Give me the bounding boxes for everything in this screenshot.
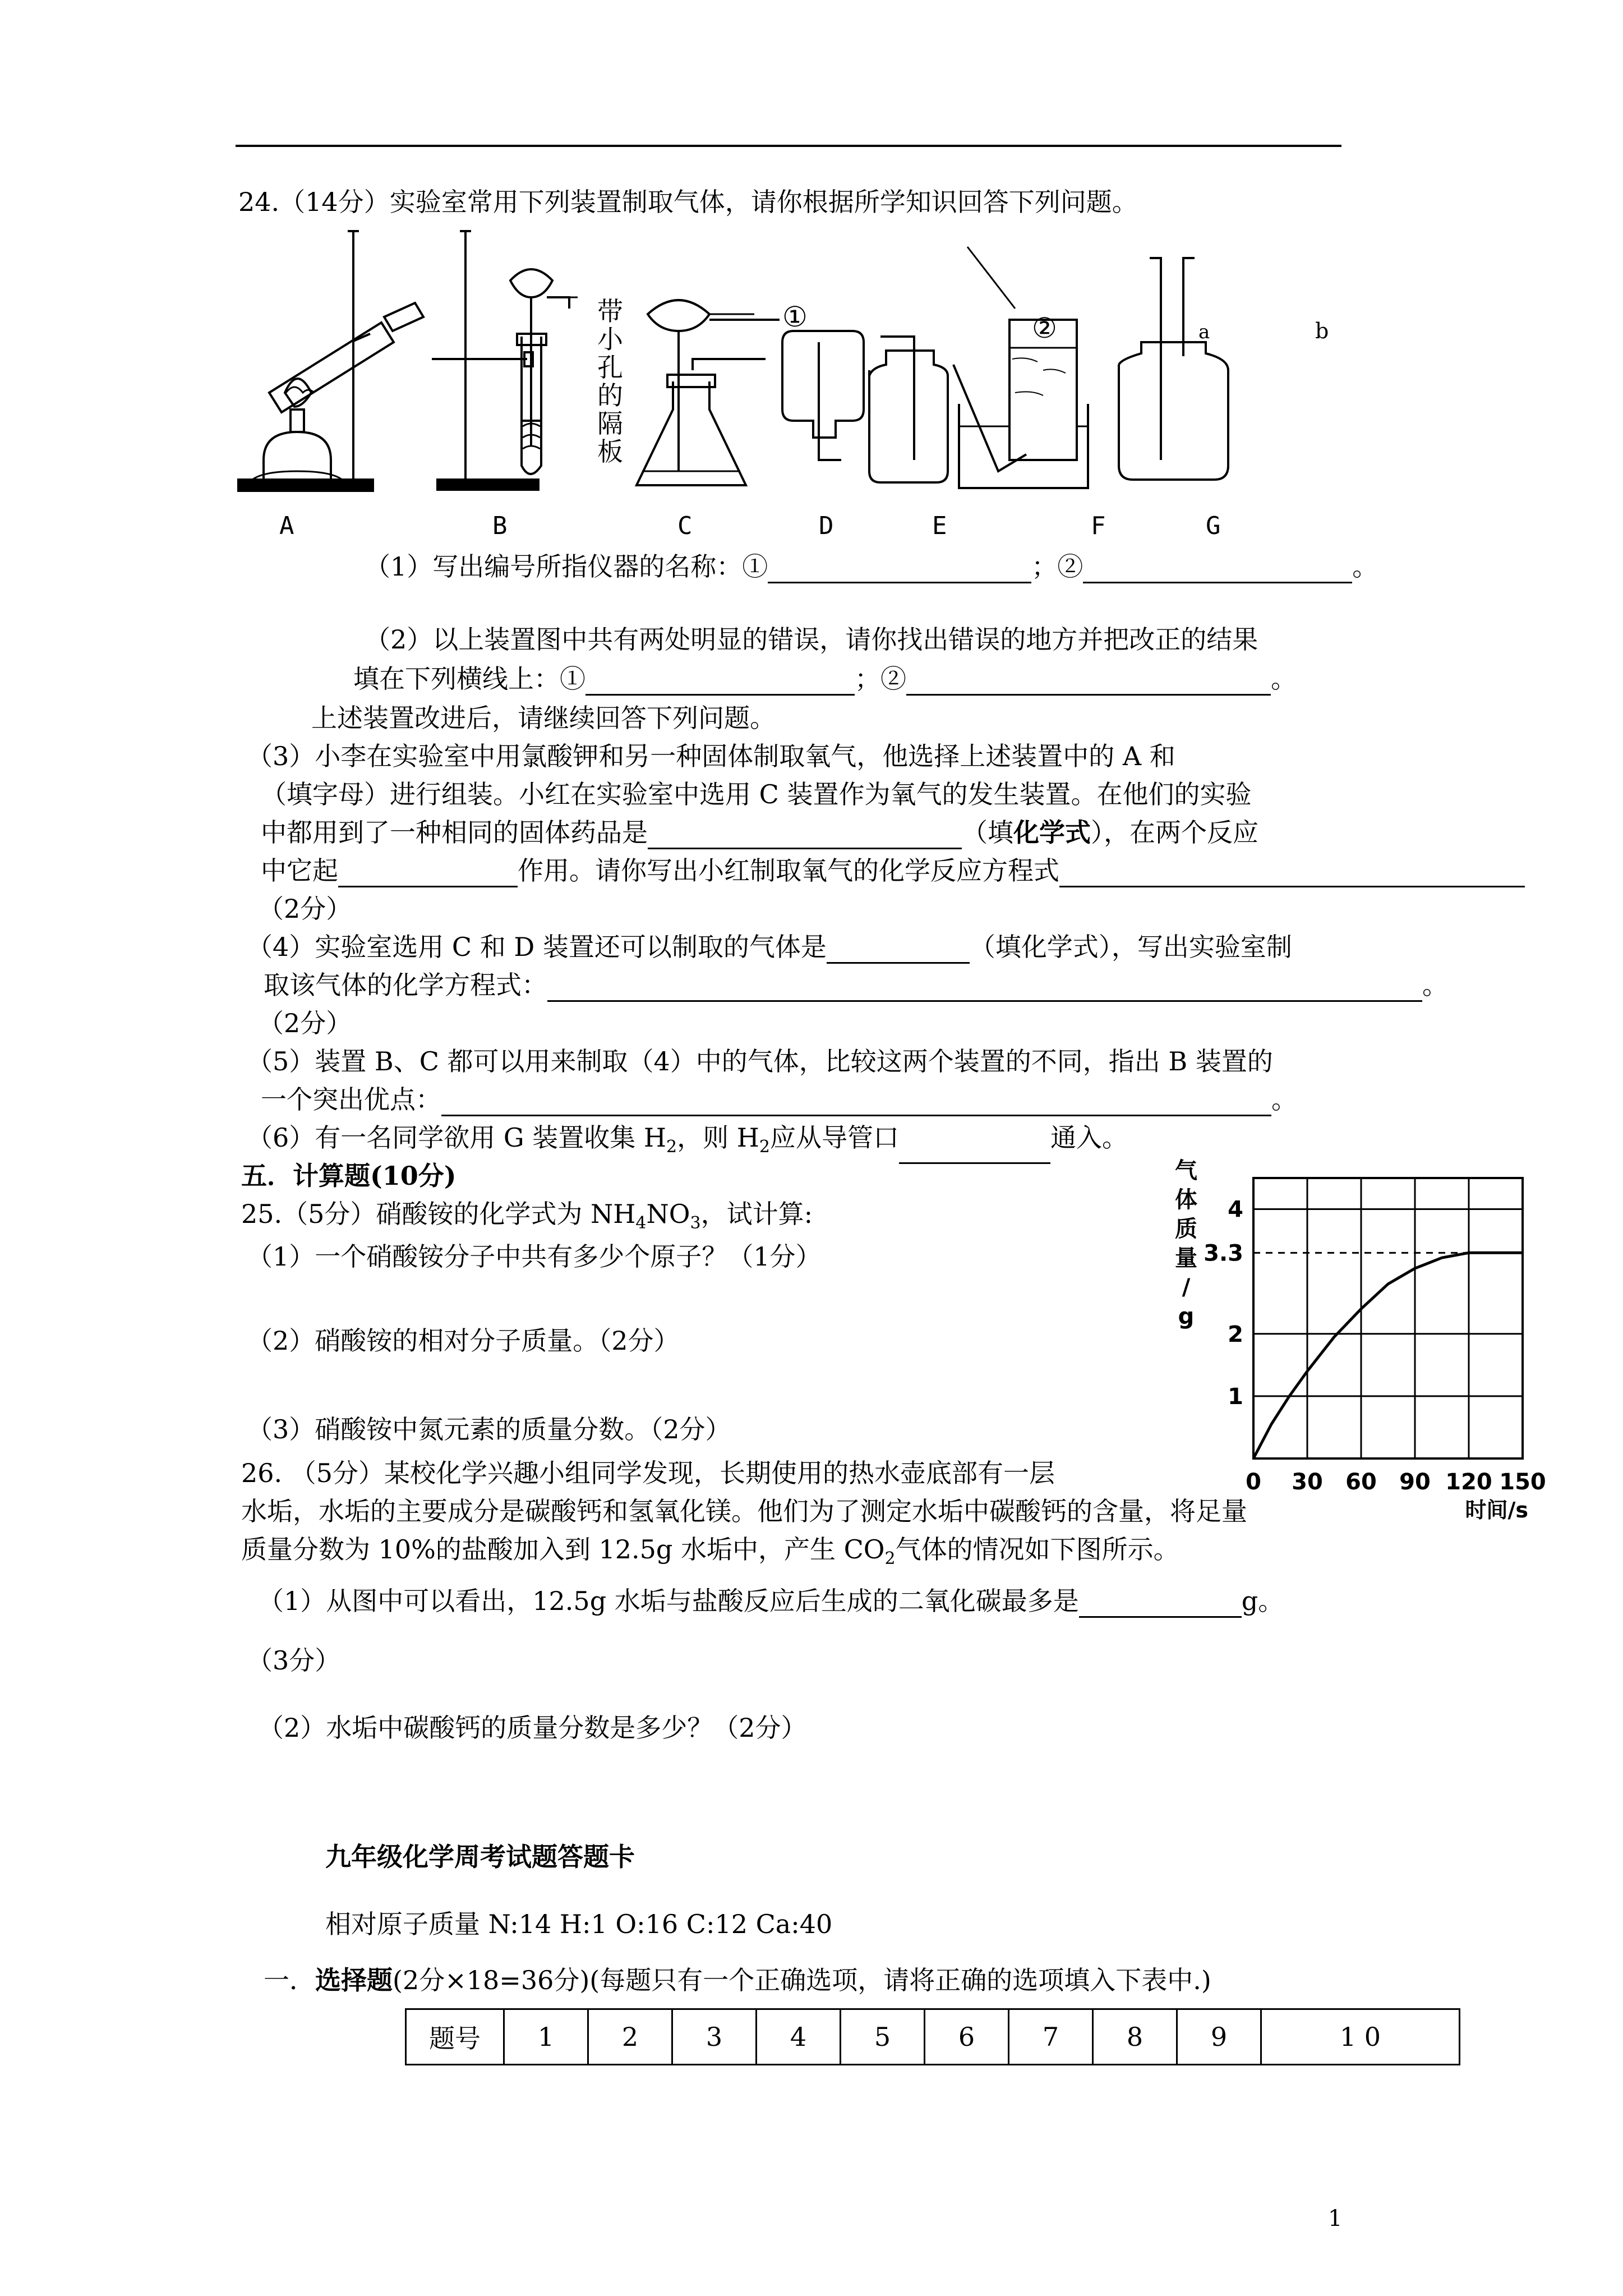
answer-card-title: 九年级化学周考试题答题卡 — [325, 1842, 635, 1872]
table-cell-label: 题号 — [406, 2009, 504, 2065]
answer-blank-11[interactable] — [899, 1138, 1050, 1164]
q26-line2: 水垢，水垢的主要成分是碳酸钙和氢氧化镁。他们为了测定水垢中碳酸钙的含量，将足量 — [241, 1496, 1247, 1526]
q24-p3-line3: 中都用到了一种相同的固体药品是 （填化学式），在两个反应 — [261, 816, 1258, 849]
apparatus-e — [869, 337, 948, 482]
y-axis-label-char: 量 — [1175, 1245, 1197, 1271]
q24-title: 24.（14分）实验室常用下列装置制取气体，请你根据所学知识回答下列问题。 — [238, 187, 1138, 217]
plot-frame — [1253, 1178, 1523, 1458]
q24-p6: （6）有一名同学欲用 G 装置收集 $H_2$，则 $H_2$应从导管口 通入。 — [247, 1121, 1128, 1164]
q26-s1-score: （3分） — [247, 1645, 341, 1676]
table-cell: 4 — [757, 2009, 841, 2065]
label-d: D — [819, 512, 834, 540]
x-tick-label: 150 — [1499, 1469, 1546, 1495]
g-port-b: b — [1315, 319, 1329, 343]
q24-p3-line1: （3）小李在实验室中用氯酸钾和另一种固体制取氧气，他选择上述装置中的 A 和 — [247, 741, 1175, 771]
label-a: A — [279, 512, 294, 540]
answer-blank-3[interactable] — [585, 669, 855, 696]
g-port-a: a — [1198, 321, 1210, 343]
q25-title: 25.（5分）硝酸铵的化学式为 $NH_4NO_3$，试计算: — [241, 1199, 813, 1234]
table-cell: 2 — [588, 2009, 672, 2065]
page-number: 1 — [1328, 2206, 1343, 2231]
y-axis-label-char: / — [1182, 1274, 1191, 1300]
label-g: G — [1206, 512, 1221, 540]
apparatus-a — [238, 230, 423, 491]
q26-line3: 质量分数为 10%的盐酸加入到 12.5g 水垢中，产生 $CO_2$气体的情况如下图所示。 — [241, 1534, 1179, 1569]
table-cell: 6 — [925, 2009, 1009, 2065]
q24-p5-line2: 一个突出优点： 。 — [261, 1083, 1297, 1116]
answer-blank-6[interactable] — [338, 861, 518, 887]
q24-p1: （1）写出编号所指仪器的名称：① ；② 。 — [365, 550, 1378, 583]
x-tick-label: 90 — [1399, 1469, 1431, 1495]
plate-note: 带小孔的隔板 — [597, 296, 623, 467]
label-f: F — [1091, 512, 1106, 540]
x-axis-label: 时间/s — [1465, 1498, 1528, 1522]
y-tick-label: 4 — [1228, 1197, 1243, 1223]
q24-p4-line2: 取该气体的化学方程式： 。 — [264, 968, 1448, 1002]
q24-p4-score: （2分） — [258, 1008, 352, 1038]
callout-1: ① — [782, 301, 808, 333]
q26-s2: （2）水垢中碳酸钙的质量分数是多少？（2分） — [258, 1713, 807, 1743]
table-cell: 9 — [1177, 2009, 1261, 2065]
apparatus-b — [432, 230, 578, 490]
label-b: B — [492, 512, 508, 540]
q24-p2-line1: （2）以上装置图中共有两处明显的错误，请你找出错误的地方并把改正的结果 — [365, 624, 1258, 655]
q25-s1: （1）一个硝酸铵分子中共有多少个原子？（1分） — [247, 1241, 822, 1272]
answer-table — [405, 2008, 1460, 2065]
answer-blank-1[interactable] — [768, 557, 1031, 583]
answer-blank-10[interactable] — [441, 1090, 1271, 1116]
q24-p3-line2: （填字母）进行组装。小红在实验室中选用 C 装置作为氧气的发生装置。在他们的实验 — [261, 779, 1252, 809]
q24-p5-line1: （5）装置 B、C 都可以用来制取（4）中的气体，比较这两个装置的不同，指出 B 装置的 — [247, 1046, 1273, 1076]
answer-blank-7[interactable] — [1059, 861, 1525, 887]
apparatus-c — [637, 300, 766, 485]
q24-p2-line2: 填在下列横线上：① ；② 。 — [353, 662, 1297, 696]
apparatus-figure — [230, 224, 1357, 516]
answer-blank-4[interactable] — [906, 669, 1271, 696]
q24-p3-line4: 中它起 作用。请你写出小红制取氧气的化学反应方程式 — [261, 854, 1525, 887]
answer-blank-5[interactable] — [648, 823, 962, 849]
apparatus-g — [1119, 258, 1228, 480]
table-cell: 5 — [841, 2009, 925, 2065]
answer-blank-2[interactable] — [1083, 557, 1352, 583]
q24-after: 上述装置改进后，请继续回答下列问题。 — [311, 703, 776, 733]
table-cell: 7 — [1009, 2009, 1093, 2065]
answer-blank-8[interactable] — [827, 937, 970, 964]
table-cell: 8 — [1093, 2009, 1177, 2065]
y-tick-label: 1 — [1228, 1383, 1243, 1410]
apparatus-d — [782, 331, 864, 460]
atomic-masses: 相对原子质量 N:14 H:1 O:16 C:12 Ca:40 — [325, 1909, 833, 1939]
q26-s1: （1）从图中可以看出，12.5g 水垢与盐酸反应后生成的二氧化碳最多是 g。 — [258, 1584, 1284, 1618]
y-axis-label-char: 气 — [1175, 1158, 1197, 1184]
y-axis-label-char: g — [1178, 1304, 1195, 1329]
y-tick-label: 2 — [1228, 1321, 1243, 1347]
q26-line1: 26. （5分）某校化学兴趣小组同学发现，长期使用的热水壶底部有一层 — [241, 1458, 1055, 1488]
label-c: C — [677, 512, 693, 540]
header-rule — [236, 145, 1341, 147]
q25-s2: （2）硝酸铵的相对分子质量。（2分） — [247, 1326, 680, 1356]
table-cell: 3 — [672, 2009, 757, 2065]
y-axis-label-char: 质 — [1175, 1216, 1197, 1242]
x-tick-label: 0 — [1246, 1469, 1261, 1495]
answer-table-header-row — [406, 2009, 1460, 2065]
answer-blank-12[interactable] — [1079, 1591, 1242, 1618]
q24-p3-score: （2分） — [258, 894, 352, 924]
label-e: E — [932, 512, 947, 540]
callout-2: ② — [1032, 312, 1057, 344]
q24-p4-line1: （4）实验室选用 C 和 D 装置还可以制取的气体是 （填化学式），写出实验室制 — [247, 930, 1292, 964]
table-cell: 1 — [504, 2009, 588, 2065]
co2-mass-chart — [1172, 1156, 1546, 1522]
section-1-title: 一．选择题(2分×18=36分)(每题只有一个正确选项，请将正确的选项填入下表中.) — [264, 1965, 1211, 1995]
x-tick-label: 120 — [1445, 1469, 1492, 1495]
callout-1-leader — [709, 314, 782, 325]
answer-blank-9[interactable] — [547, 976, 1422, 1002]
x-tick-label: 30 — [1292, 1469, 1323, 1495]
section-5-title: 五．计算题(10分) — [241, 1161, 457, 1191]
x-tick-label: 60 — [1345, 1469, 1377, 1495]
y-axis-label-char: 体 — [1175, 1187, 1197, 1213]
q25-s3: （3）硝酸铵中氮元素的质量分数。（2分） — [247, 1414, 731, 1444]
series-line — [1253, 1253, 1523, 1458]
apparatus-f — [953, 247, 1088, 488]
table-cell: 1 0 — [1261, 2009, 1460, 2065]
y-tick-label: 3.3 — [1204, 1240, 1243, 1267]
